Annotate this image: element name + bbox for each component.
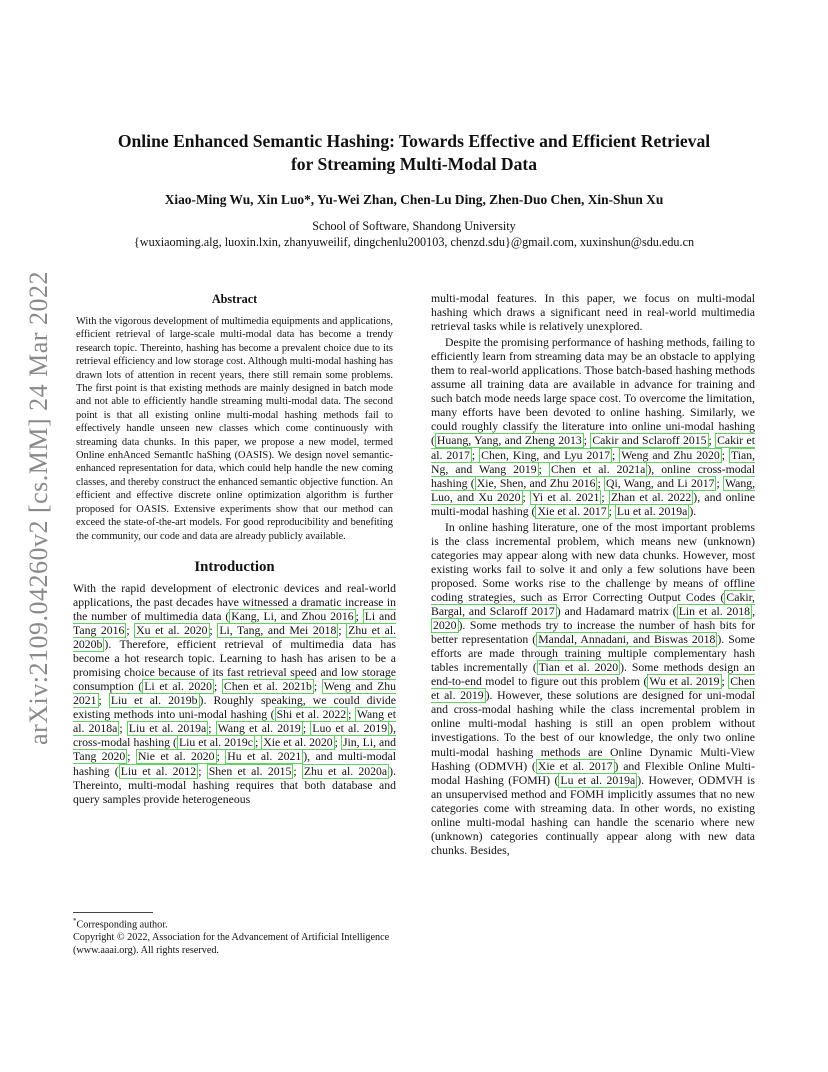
citation-link[interactable]: Chen et al. 2019 bbox=[431, 675, 755, 703]
citation-link[interactable]: Chen et al. 2021b bbox=[223, 680, 312, 694]
citation-link[interactable]: Xie et al. 2017 bbox=[537, 759, 613, 773]
intro-paragraph-online-hashing: Despite the promising performance of hashing methods, failing to efficiently learn from streaming data may be an obstacle to applying them to real-world applications. Those batch-based hashing methods assume all training data are available in advance for training and such batch mode needs large space cost. To overcome the limitation, many efforts have been devoted to online hashing. Similarly, we could roughly classify the literature into online uni-modal hashing ( Huang, Yang, and Zheng 2013 ; Cakir and Sclaroff 2015 ; Cakir et al. 2017 ; Chen, King, and Lyu 2017 ; Weng and Zhu 2020 ; Tian, Ng, and Wang 2019 ; Chen et al. 2021a ), online cross-modal hashing ( Xie, Shen, and Zhu 2016 ; Qi, Wang, and Li 2017 ; Wang, Luo, and Xu 2020 ; Yi et al. 2021 ; Zhan et al. 2022 ), and online multi-modal hashing ( Xie et al. 2017 ; Lu et al. 2019a ). bbox=[431, 336, 756, 518]
citation-link[interactable]: Wang, Luo, and Xu 2020 bbox=[431, 476, 756, 504]
left-column bbox=[73, 292, 396, 807]
citation-link[interactable]: Cakir and Sclaroff 2015 bbox=[592, 434, 707, 448]
citation-link[interactable]: Liu et al. 2019c bbox=[178, 736, 253, 750]
arxiv-id: arXiv:2109.04260v2 [cs.MM] 24 Mar 2022 bbox=[24, 271, 53, 745]
citation-link[interactable]: Nie et al. 2020 bbox=[137, 750, 215, 764]
intro-paragraph-2-cont: multi-modal features. In this paper, we focus on multi-modal hashing which draws a significant need in real-world multimedia retrieval tasks while is relatively unexplored. bbox=[431, 292, 755, 334]
citation-link[interactable]: Liu et al. 2012 bbox=[120, 764, 197, 778]
citation-link[interactable]: Qi, Wang, and Li 2017 bbox=[606, 476, 715, 490]
citation-link[interactable]: Chen, King, and Lyu 2017 bbox=[481, 448, 610, 462]
citation-link[interactable]: Cakir et al. 2017 bbox=[431, 434, 756, 462]
citation-link[interactable]: Kang, Li, and Zhou 2016 bbox=[231, 610, 354, 623]
author-emails: {wuxiaoming.alg, luoxin.lxin, zhanyuweilif, dingchenlu200103, chenzd.sdu}@gmail.com, xuxinshun@sdu.edu.cn bbox=[133, 235, 695, 249]
citation-link[interactable]: Zhan et al. 2022 bbox=[610, 490, 692, 504]
citation-link[interactable]: Luo et al. 2019 bbox=[312, 722, 388, 736]
corresponding-author-note bbox=[73, 915, 396, 932]
citation-link[interactable]: Mandal, Annadani, and Biswas 2018 bbox=[538, 633, 716, 647]
citation-link[interactable]: Xie, Shen, and Zhu 2016 bbox=[476, 476, 596, 490]
citation-link[interactable]: Liu et al. 2019b bbox=[110, 694, 198, 708]
corresponding-author-text: Corresponding author. bbox=[76, 919, 168, 931]
footnote bbox=[73, 915, 396, 957]
citation-link[interactable]: Shi et al. 2022 bbox=[276, 708, 347, 722]
intro-paragraph-1: With the rapid development of electronic devices and real-world applications, the past decades have witnessed a dramatic increase in the number of multimedia data ( Kang, Li, and Zhou 2016 ; Li and Tang 2016 ; Xu et al. 2020 ; Li, Tang, and Mei 2018 ; Zhu et al. 2020b ). Therefore, efficient retrieval of multimedia data has become a hot research topic. Learning to hash has arisen to be a promising choice because of its fast retrieval speed and low storage consumption ( Li et al. 2020 ; Chen et al. 2021b ; Weng and Zhu 2021 ; Liu et al. 2019b ). Roughly speaking, we could divide existing methods into uni-modal hashing ( Shi et al. 2022 ; Wang et al. 2018a ; Liu et al. 2019a ; Wang et al. 2019 ; Luo et al. 2019 ), cross-modal hashing ( Liu et al. 2019c ; Xie et al. 2020 ; Jin, Li, and Tang 2020 ; Nie et al. 2020 ; Hu et al. 2021 ), and multi-modal hashing ( Liu et al. 2012 ; Shen et al. 2015 ; Zhu et al. 2020a ). Thereinto, multi-modal hashing requires that both database and query samples provide heterogeneous bbox=[73, 581, 397, 806]
right-column bbox=[431, 292, 755, 858]
arxiv-sidebar-stamp bbox=[22, 268, 56, 748]
abstract-text: With the vigorous development of multimedia equipments and applications, efficient retrieval of large-scale multi-modal data has become a trendy research topic. Thereinto, hashing has become a prevalent choice due to its retrieval efficiency and low storage cost. Although multi-modal hashing has drawn lots of attention in recent years, there still remain some problems. The first point is that existing methods are mainly designed in batch mode and not able to efficiently handle streaming multi-modal data. The second point is that all existing online multi-modal hashing methods fail to effectively handle unseen new classes which come continuously with streaming data chunks. In this paper, we propose a new model, termed Online enhAnced SemantIc haShing (OASIS). We design novel semantic-enhanced representation for data, which could help handle the new coming classes, and thereby construct the enhanced semantic objective function. An efficient and effective discrete online optimization algorithm is further proposed for OASIS. Extensive experiments show that our method can exceed the state-of-the-art models. For good reproducibility and benefiting the community, our code and data are already publicly available. bbox=[76, 316, 393, 542]
abstract-heading: Abstract bbox=[211, 292, 258, 306]
citation-link[interactable]: Lu et al. 2019a bbox=[560, 773, 636, 787]
author-list: Xiao-Ming Wu, Xin Luo*, Yu-Wei Zhan, Chen-Lu Ding, Zhen-Duo Chen, Xin-Shun Xu bbox=[164, 192, 664, 207]
citation-link[interactable]: 2020 bbox=[433, 619, 457, 633]
title-line-2: for Streaming Multi-Modal Data bbox=[290, 154, 538, 174]
citation-link[interactable]: Wu et al. 2019 bbox=[649, 675, 720, 689]
affiliation-block bbox=[70, 218, 758, 250]
citation-link[interactable]: Weng and Zhu 2020 bbox=[621, 448, 720, 462]
citation-link[interactable]: Xu et al. 2020 bbox=[136, 624, 208, 638]
citation-link[interactable]: Li, Tang, and Mei 2018 bbox=[219, 624, 337, 638]
citation-link[interactable]: Weng and Zhu 2021 bbox=[73, 680, 397, 708]
citation-link[interactable]: Wang et al. 2018a bbox=[73, 708, 396, 736]
citation-link[interactable]: Liu et al. 2019a bbox=[128, 722, 207, 736]
citation-link[interactable]: Zhu et al. 2020b bbox=[73, 624, 397, 652]
introduction-heading: Introduction bbox=[194, 558, 275, 575]
citation-link[interactable]: Xie et al. 2020 bbox=[263, 736, 333, 750]
intro-paragraph-class-incremental: In online hashing literature, one of the most important problems is the class incremental problem, which means new (unknown) categories may appear along with new data chunks. However, most existing works fail to solve it and only a few solutions have been proposed. Some works rise to the challenge by means of offline coding strategies, such as Error Correcting Output Codes ( Cakir, Bargal, and Sclaroff 2017 ) and Hadamard matrix ( Lin et al. 2018 , 2020 ). Some methods try to increase the number of hash bits for better representation ( Mandal, Annadani, and Biswas 2018 ). Some efforts are made through training multiple complementary hash tables incrementally ( Tian et al. 2020 ). Some methods design an end-to-end model to figure out this problem ( Wu et al. 2019 ; Chen et al. 2019 ). However, these solutions are designed for uni-modal and cross-modal hashing while the class incremental problem in online multi-modal hashing is still an open problem without investigations. To the best of our knowledge, the only two online multi-modal hashing methods are Online Dynamic Multi-View Hashing (ODMVH) ( Xie et al. 2017 ) and Flexible Online Multi-modal Hashing (FOMH) ( Lu et al. 2019a ). However, ODMVH is an unsupervised method and FOMH implicitly assumes that no new categories come with streaming data. In other words, no existing online multi-modal hashing can handle the scenario where new (unknown) categories continually appear along with new data chunks. Besides, bbox=[431, 520, 756, 857]
footnote-rule bbox=[73, 912, 153, 913]
citation-link[interactable]: Tian, Ng, and Wang 2019 bbox=[431, 448, 756, 476]
citation-link[interactable]: Li et al. 2020 bbox=[144, 680, 212, 694]
citation-link[interactable]: Huang, Yang, and Zheng 2013 bbox=[436, 434, 582, 448]
citation-link[interactable]: Cakir, Bargal, and Sclaroff 2017 bbox=[431, 590, 755, 619]
citation-link[interactable]: Zhu et al. 2020a bbox=[303, 764, 388, 778]
citation-link[interactable]: Lin et al. 2018 bbox=[678, 605, 751, 619]
affiliation: School of Software, Shandong University bbox=[312, 219, 516, 233]
copyright-notice: Copyright © 2022, Association for the Advancement of Artificial Intelligence (www.aaai.org). All rights reserved. bbox=[73, 931, 390, 956]
citation-link[interactable]: Xie et al. 2017 bbox=[537, 504, 607, 518]
citation-link[interactable]: Wang et al. 2019 bbox=[217, 722, 301, 736]
title-line-1: Online Enhanced Semantic Hashing: Towards Effective and Efficient Retrieval bbox=[117, 131, 711, 151]
footnote-marker: * bbox=[73, 917, 77, 925]
citation-link[interactable]: Shen et al. 2015 bbox=[208, 764, 292, 778]
citation-link[interactable]: Tian et al. 2020 bbox=[538, 661, 619, 675]
citation-link[interactable]: Li and Tang 2016 bbox=[73, 610, 396, 638]
citation-link[interactable]: Jin, Li, and Tang 2020 bbox=[73, 736, 397, 764]
paper-title bbox=[70, 130, 758, 176]
citation-link[interactable]: Chen et al. 2021a bbox=[550, 462, 646, 476]
citation-link[interactable]: Lu et al. 2019a bbox=[616, 504, 688, 518]
citation-link[interactable]: Hu et al. 2021 bbox=[227, 750, 302, 764]
citation-link[interactable]: Yi et al. 2021 bbox=[532, 490, 600, 504]
